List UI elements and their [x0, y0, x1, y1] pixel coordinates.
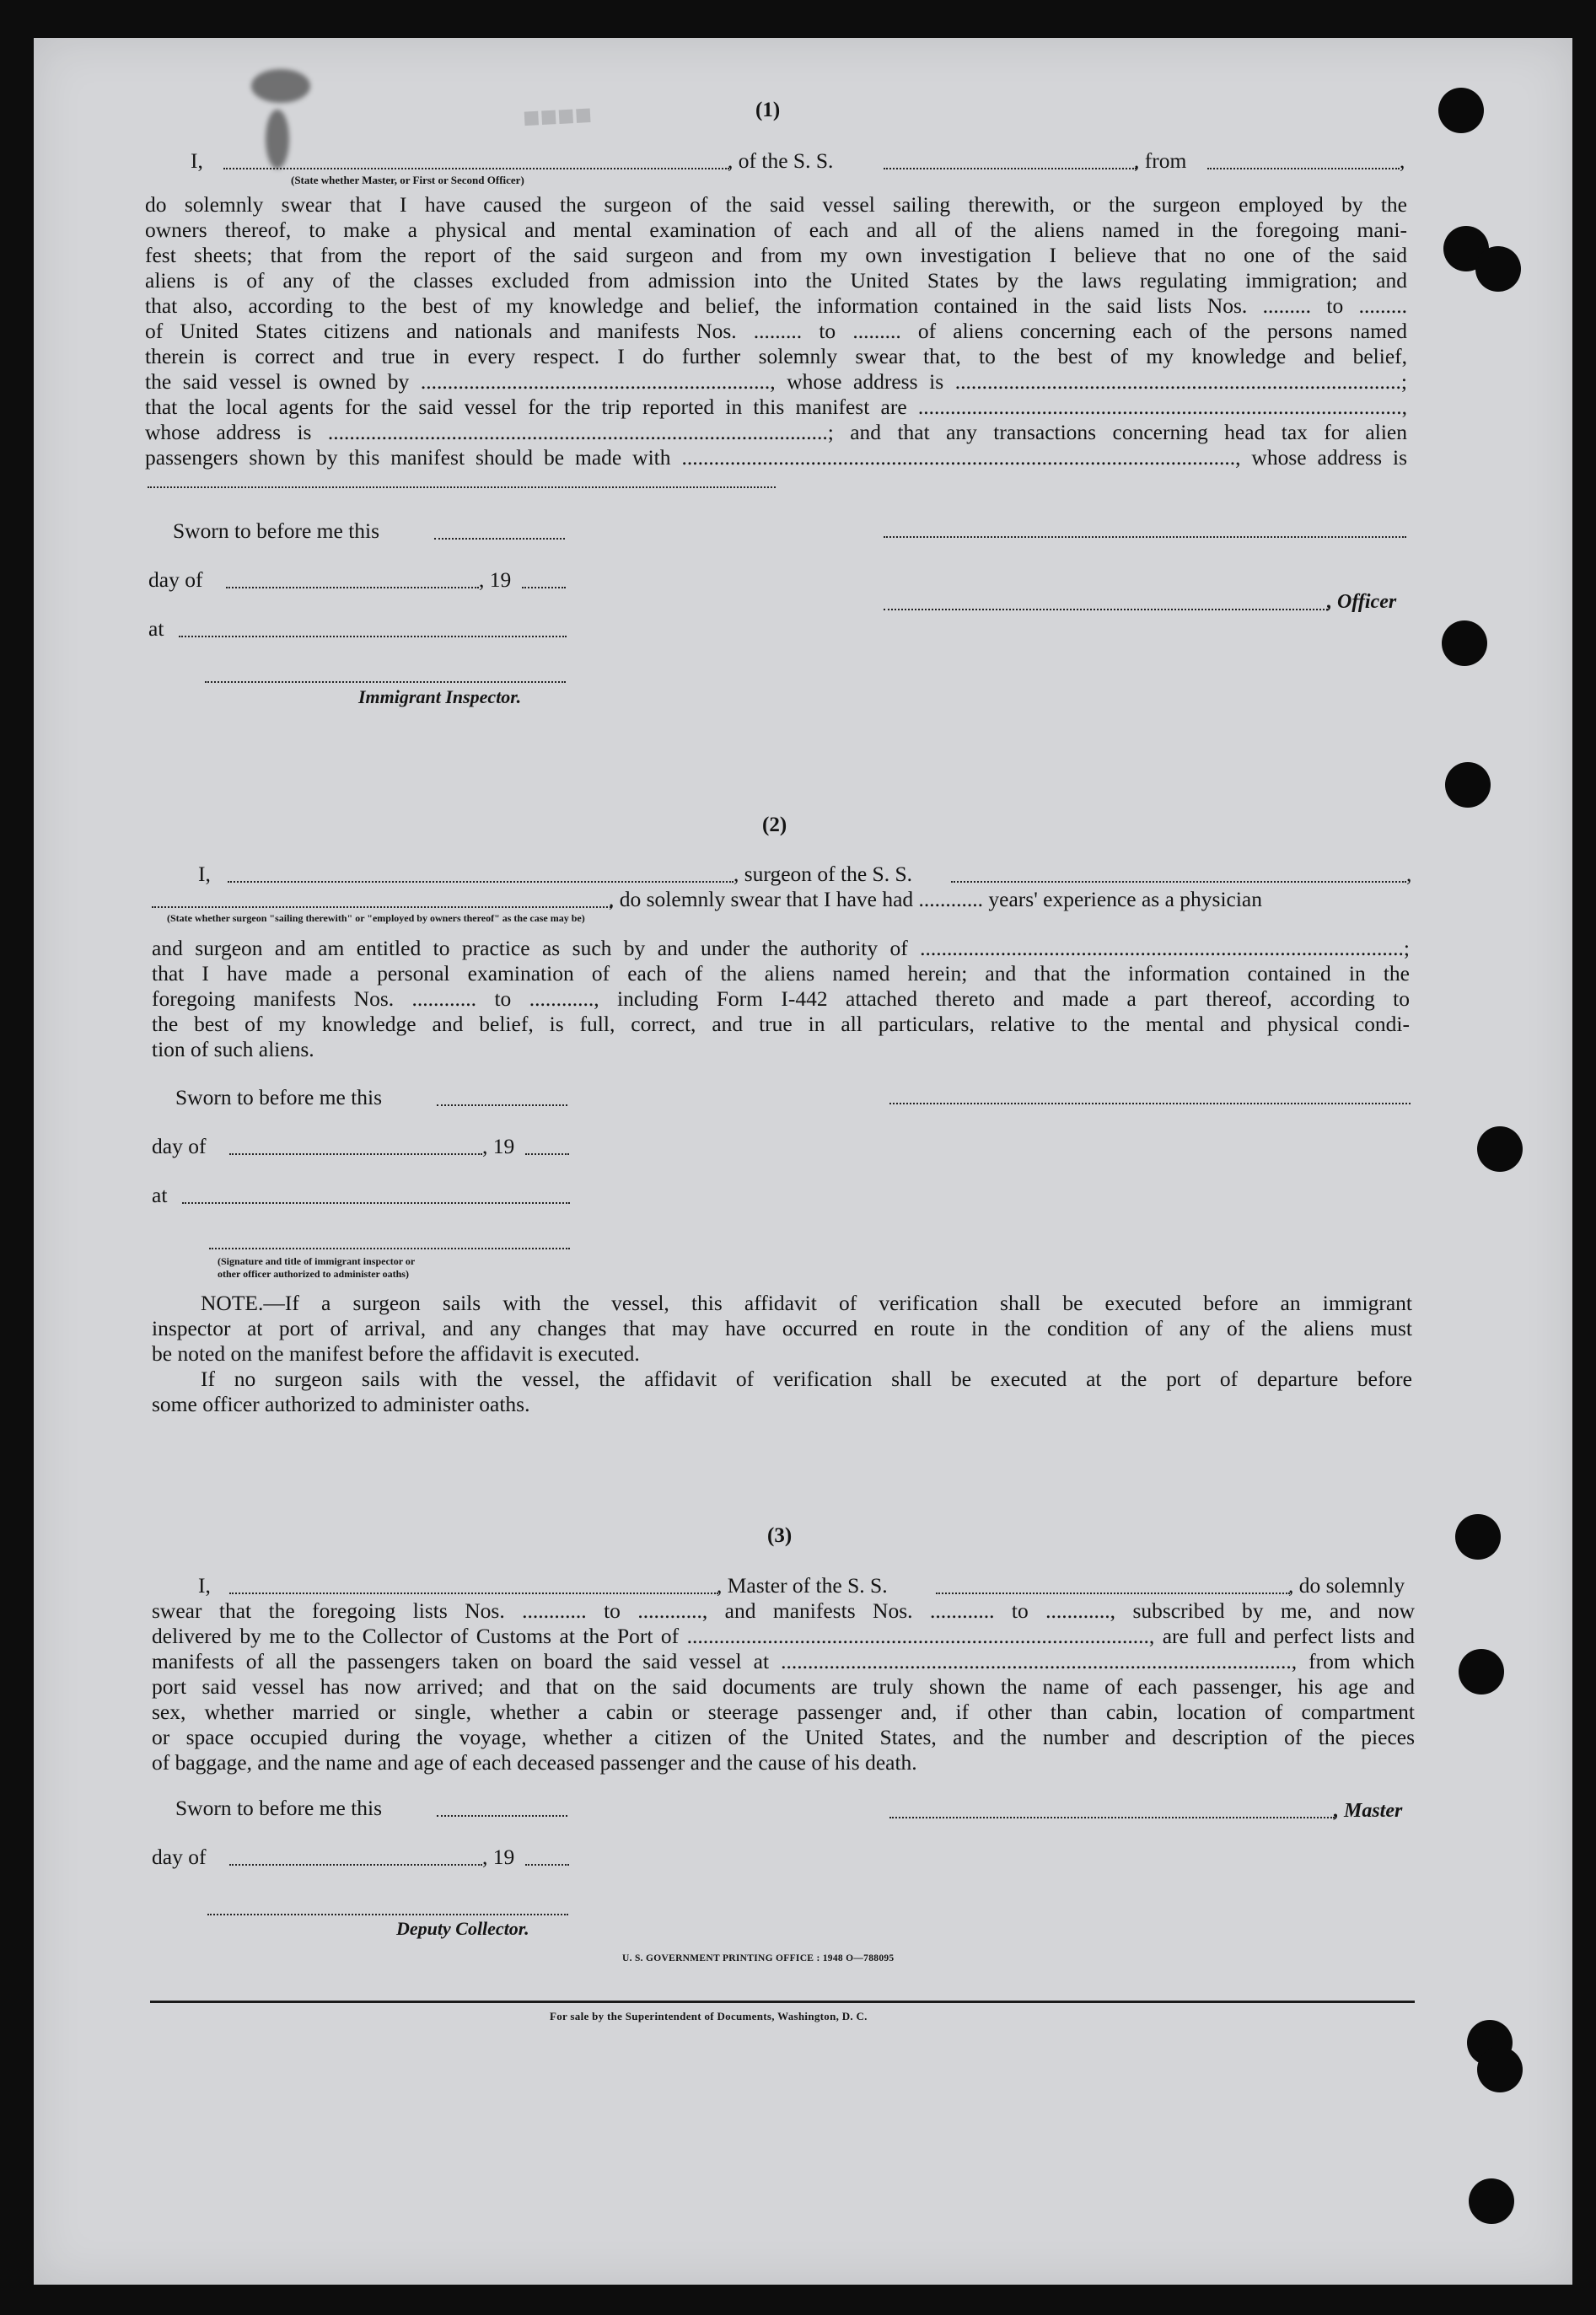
s1-vessel-blank[interactable] — [884, 168, 1137, 169]
s2-at-label: at — [152, 1183, 168, 1207]
s1-body-line: owners thereof, to make a physical and mental examination of each and all of the aliens named in the foregoing mani- — [145, 218, 1407, 242]
s3-master-sign-label: , Master — [1334, 1800, 1403, 1822]
binder-hole — [1442, 620, 1487, 666]
binder-hole — [1445, 762, 1491, 808]
s2-status-blank[interactable] — [152, 906, 611, 908]
s1-at-label: at — [148, 616, 164, 641]
s3-year-label: , 19 — [482, 1845, 515, 1869]
s2-signature-blank[interactable] — [209, 1248, 570, 1249]
s2-signature-caption-2: other officer authorized to administer oaths) — [218, 1268, 409, 1280]
s2-line2: , do solemnly swear that I have had ............ years' experience as a physician — [609, 887, 1262, 911]
s1-i-label: I, — [191, 148, 203, 173]
s1-body-line: the said vessel is owned by ................................................................., whose address is ...................................................................................; — [145, 369, 1407, 394]
s3-body-last: of baggage, and the name and age of each deceased passenger and the cause of his death. — [152, 1750, 917, 1775]
s1-year-label: , 19 — [479, 567, 512, 592]
s2-status-caption: (State whether surgeon "sailing therewith" or "employed by owners thereof" as the case may be) — [167, 912, 585, 924]
s1-body-line: do solemnly swear that I have caused the surgeon of the said vessel sailing therewith, or the surgeon employed by the — [145, 192, 1407, 217]
s2-body-line: that I have made a personal examination of each of the aliens named herein; and that the information contained in the — [152, 961, 1410, 986]
s2-surgeon-name-blank[interactable] — [228, 881, 734, 883]
binder-hole — [1477, 1126, 1523, 1172]
s2-i-label: I, — [198, 862, 211, 886]
s1-body-line: fest sheets; that from the report of the said surgeon and from my own investigation I believe that no one of the said — [145, 243, 1407, 267]
s3-body-line: swear that the foregoing lists Nos. ............ to ............, and manifests Nos. ............ to ............, subscribed by me, and now — [152, 1598, 1415, 1623]
s1-comma: , — [1400, 148, 1405, 173]
s1-of-ss-label: , of the S. S. — [728, 148, 834, 173]
sale-notice: For sale by the Superintendent of Documents, Washington, D. C. — [550, 2010, 868, 2022]
s2-year-label: , 19 — [482, 1134, 515, 1158]
s2-surgeon-sign-blank[interactable] — [889, 1103, 1411, 1104]
s1-body-line: passengers shown by this manifest should be made with ......................................................................................................., whose address is — [145, 445, 1407, 470]
s2-sworn-blank[interactable] — [437, 1104, 567, 1106]
binder-hole — [1477, 2047, 1523, 2092]
s1-sworn-label: Sworn to before me this — [173, 518, 380, 543]
binder-hole — [1459, 1649, 1504, 1695]
ink-stain — [266, 110, 289, 169]
s2-year-blank[interactable] — [525, 1153, 569, 1155]
s2-body-line: the best of my knowledge and belief, is full, correct, and true in all particulars, relative to the mental and physical condi- — [152, 1012, 1410, 1036]
s2-vessel-blank[interactable] — [951, 881, 1406, 883]
ink-stain — [251, 69, 310, 103]
s1-at-blank[interactable] — [179, 636, 567, 637]
s2-body-last: tion of such aliens. — [152, 1037, 314, 1061]
s2-note-line: inspector at port of arrival, and any changes that may have occurred en route in the condition of any of the aliens must — [152, 1316, 1412, 1340]
s1-day-of-label: day of — [148, 567, 203, 592]
binder-hole — [1469, 2178, 1514, 2224]
s1-address-blank[interactable] — [148, 486, 776, 488]
s3-body-line: sex, whether married or single, whether a cabin or steerage passenger and, if other than cabin, location of compartment — [152, 1700, 1415, 1724]
s2-body-line: foregoing manifests Nos. ............ to ............, including Form I-442 attached thereto and made a part thereof, according to — [152, 986, 1410, 1011]
s1-officer-sign-blank[interactable] — [884, 536, 1406, 538]
s1-body-line: therein is correct and true in every respect. I do further solemnly swear that, to the best of my knowledge and belief, — [145, 344, 1407, 368]
s1-body-line: that the local agents for the said vessel for the trip reported in this manifest are .........................................................................................., — [145, 395, 1407, 419]
s1-inspector-label: Immigrant Inspector. — [358, 686, 522, 707]
s3-collector-label: Deputy Collector. — [396, 1918, 529, 1939]
s3-body-line: or space occupied during the voyage, whether a citizen of the United States, and the number and description of the pieces — [152, 1725, 1415, 1749]
section-2-number: (2) — [762, 814, 787, 836]
s1-body-line: whose address is .............................................................................................; and that any transactions concerning head tax for alien — [145, 420, 1407, 444]
s2-day-blank[interactable] — [229, 1153, 482, 1155]
binder-hole — [1455, 1514, 1501, 1560]
s1-body-line: aliens is of any of the classes excluded from admission into the United States by the laws regulating immigration; and — [145, 268, 1407, 293]
s1-body-line: that also, according to the best of my knowledge and belief, the information contained in the said lists Nos. ......... to ......... — [145, 293, 1407, 318]
s3-day-blank[interactable] — [229, 1864, 482, 1866]
section-1-number: (1) — [755, 99, 781, 121]
s3-i-label: I, — [198, 1573, 211, 1598]
s1-body-line: of United States citizens and nationals and manifests Nos. ......... to ......... of aliens concerning each of the persons named — [145, 319, 1407, 343]
printing-office-imprint: U. S. GOVERNMENT PRINTING OFFICE : 1948 O—788095 — [622, 1953, 895, 1963]
s2-note2-last: some officer authorized to administer oaths. — [152, 1392, 530, 1416]
s2-body-line: and surgeon and am entitled to practice as such by and under the authority of ..........................................................................................; — [152, 936, 1410, 960]
s1-inspector-blank[interactable] — [205, 681, 566, 683]
s1-sworn-blank[interactable] — [434, 538, 565, 540]
s1-from-label: , from — [1134, 148, 1187, 173]
s1-day-blank[interactable] — [226, 587, 479, 588]
section-3-number: (3) — [767, 1524, 793, 1547]
s1-rank-caption: (State whether Master, or First or Second Officer) — [291, 174, 524, 186]
s3-collector-blank[interactable] — [207, 1914, 568, 1915]
s2-comma: , — [1406, 862, 1412, 886]
s3-body-line: port said vessel has now arrived; and that on the said documents are truly shown the name of each passenger, his age and — [152, 1674, 1415, 1699]
s1-rank-blank[interactable] — [223, 168, 729, 169]
s3-sworn-blank[interactable] — [437, 1815, 567, 1817]
s2-at-blank[interactable] — [182, 1202, 570, 1204]
s3-body-line: manifests of all the passengers taken on board the said vessel at ..............................................................................................., from which — [152, 1649, 1415, 1673]
s1-from-blank[interactable] — [1207, 168, 1400, 169]
s2-day-of-label: day of — [152, 1134, 207, 1158]
footer-rule — [150, 2001, 1415, 2003]
binder-hole — [1475, 246, 1521, 292]
s3-master-sign-blank[interactable] — [889, 1817, 1335, 1818]
s3-master-label: , Master of the S. S. — [717, 1573, 888, 1598]
s3-solemnly-label: , do solemnly — [1288, 1573, 1405, 1598]
s2-note-line: NOTE.—If a surgeon sails with the vessel, this affidavit of verification shall be executed before an immigrant — [201, 1291, 1412, 1315]
s2-signature-caption-1: (Signature and title of immigrant inspector or — [218, 1255, 416, 1267]
s1-officer-blank[interactable] — [884, 609, 1328, 610]
s3-year-blank[interactable] — [525, 1864, 569, 1866]
bleed-through: ■■■■ — [522, 99, 594, 135]
s2-sworn-label: Sworn to before me this — [175, 1085, 383, 1109]
binder-hole — [1438, 88, 1484, 133]
s3-sworn-label: Sworn to before me this — [175, 1796, 383, 1820]
s2-surgeon-label: , surgeon of the S. S. — [734, 862, 913, 886]
s1-officer-label: , Officer — [1327, 591, 1397, 613]
s2-note2-line: If no surgeon sails with the vessel, the affidavit of verification shall be executed at the port of departure before — [201, 1367, 1412, 1391]
s3-day-of-label: day of — [152, 1845, 207, 1869]
s3-vessel-blank[interactable] — [936, 1593, 1290, 1594]
s3-body-line: delivered by me to the Collector of Customs at the Port of ......................................................................................, are full and perfect lists and — [152, 1624, 1415, 1648]
s2-note-last: be noted on the manifest before the affidavit is executed. — [152, 1341, 640, 1366]
s3-master-name-blank[interactable] — [229, 1593, 718, 1594]
s1-year-blank[interactable] — [522, 587, 566, 588]
